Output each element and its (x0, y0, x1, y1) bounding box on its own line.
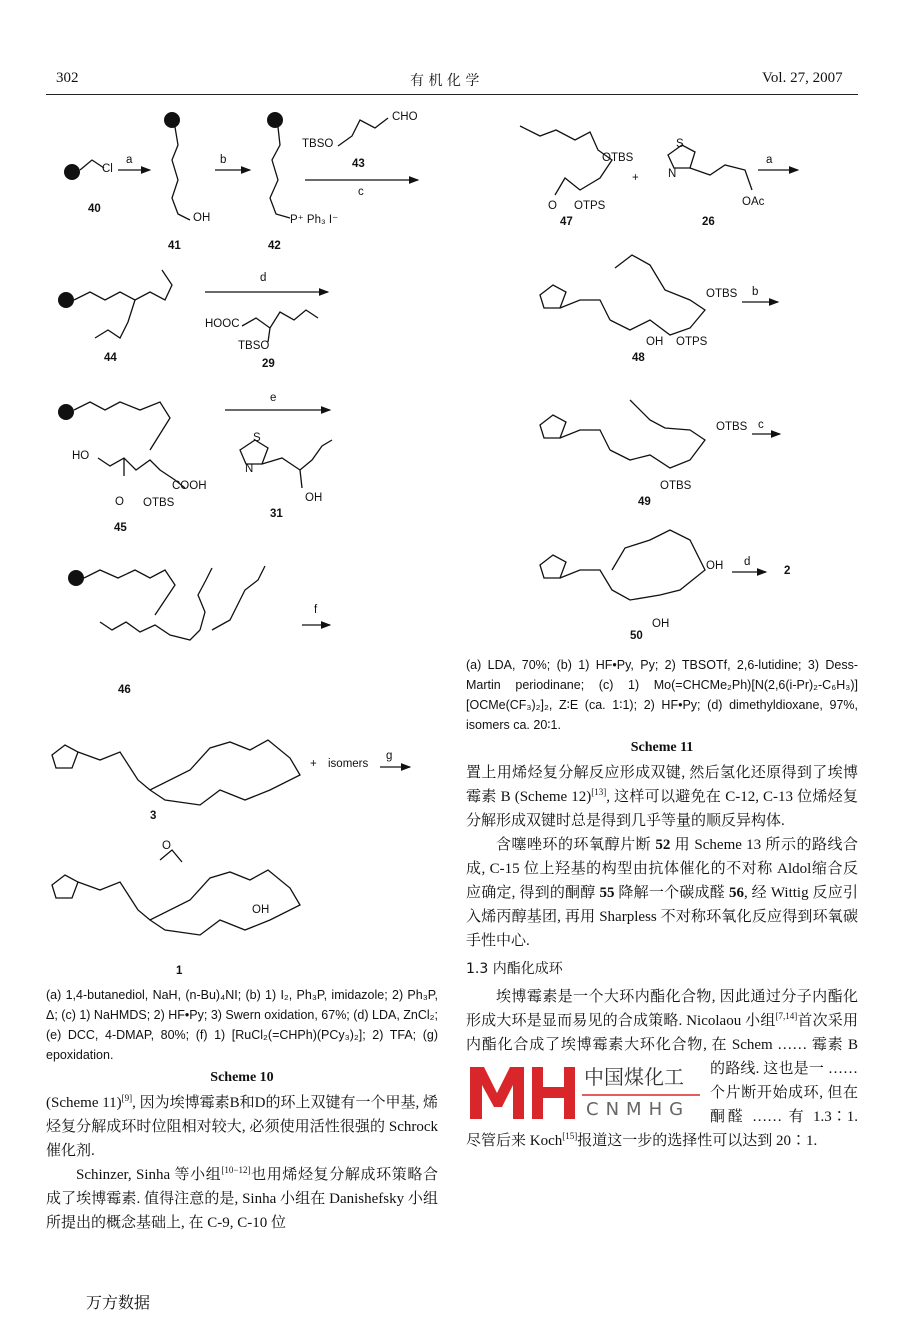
footer-source: 万方数据 (86, 1293, 151, 1312)
left-body-text (46, 1091, 438, 1235)
compound-number: 1 (176, 965, 183, 977)
chem-label: OTPS (574, 200, 606, 212)
scheme-11-title: Scheme 11 (630, 740, 694, 755)
compound-number: 40 (88, 203, 101, 215)
chem-label: TBSO (302, 138, 334, 150)
compound-number: 45 (114, 522, 127, 534)
chem-label: + (310, 758, 317, 770)
step-label: c (358, 186, 364, 198)
chem-label: S (676, 138, 684, 150)
citation: [10−12] (221, 1165, 251, 1175)
chem-label: + (632, 172, 639, 184)
paragraph: 置上用烯烃复分解反应形成双键, 然后氢化还原得到了埃博霉素 B (Scheme 12)[13], 这样可以避免在 C-12, C-13 位烯烃复分解形成双键时总是得到几乎等量的顺反异构体. (466, 765, 858, 829)
volume-info: Vol. 27, 2007 (762, 70, 843, 86)
citation: [7,14] (775, 1011, 798, 1021)
chem-label: OH (652, 618, 670, 630)
paragraph: (Scheme 11)[9], 因为埃博霉素B和D的环上双键有一个甲基, 烯烃复分解成环时位阻相对较大, 必须使用活性很强的 Schrock 催化剂. (46, 1093, 439, 1159)
step-label: a (766, 154, 773, 166)
step-label: b (220, 154, 227, 166)
chem-label: COOH (172, 480, 207, 492)
step-label: a (126, 154, 133, 166)
paragraph: 埃博霉素是一个大环内酯化合物, 因此通过分子内酯化形成大环是显而易见的合成策略. Nicolaou 小组[7,14]首次采用内酯化合成了埃博霉素大环化合物, 在 Schem 中国煤化工 CNMHG …… 霉素 B 的路线. 这也是一 …… 个片断开始成环, 但在酮醛 …… 有 1.3∶1. 尽管后来 Koch[15]报道这一步的选择性可以达到 20∶1. (466, 989, 859, 1149)
chem-label: CHO (392, 111, 418, 123)
chem-label: Cl (102, 163, 113, 175)
compound-number: 2 (784, 565, 791, 577)
compound-number: 46 (118, 684, 131, 696)
compound-number: 47 (560, 216, 573, 228)
citation: [9] (121, 1093, 133, 1103)
chem-label: OH (305, 492, 323, 504)
compound-number: 41 (168, 240, 181, 252)
watermark-logo (466, 1061, 702, 1125)
step-label: c (758, 419, 764, 431)
section-heading: 1.3 内酯化成环 (466, 961, 563, 977)
chem-label: OTBS (716, 421, 748, 433)
citation: [15] (562, 1131, 578, 1141)
compound-number: 49 (638, 496, 651, 508)
chem-label: TBSO (238, 340, 270, 352)
scheme-11-caption: (a) LDA, 70%; (b) 1) HF•Py, Py; 2) TBSOTf, 2,6-lutidine; 3) Dess-Martin periodinane; (c) 1) Mo(=CHCMe₂Ph)[N(2,6(i-Pr)₂-C₆H₃)][OCMe(CF₃)₂]₂, Z∶E (ca. 1∶1); 2) HF•Py; (d) dimethyldioxane, 97%, isomers ca. 20∶1. (466, 658, 858, 732)
chem-label: P⁺ Ph₃ I⁻ (290, 214, 339, 226)
step-label: d (744, 556, 751, 568)
compound-number: 42 (268, 240, 281, 252)
step-label: g (386, 750, 393, 762)
chem-label: OTBS (706, 288, 738, 300)
compound-number: 43 (352, 158, 365, 170)
chem-label: OTBS (602, 152, 634, 164)
chem-label: OH (193, 212, 211, 224)
left-column-bottom (46, 985, 438, 1235)
chem-label: HO (72, 450, 90, 462)
chem-label: isomers (328, 758, 369, 770)
right-column-bottom (466, 655, 858, 1153)
compound-number: 29 (262, 358, 275, 370)
chem-label: O (548, 200, 557, 212)
paragraph: Schinzer, Sinha 等小组[10−12]也用烯烃复分解成环策略合成了埃博霉素. 值得注意的是, Sinha 小组在 Danishefsky 小组所提出的概念基础上, 在 C-9, C-10 位 (46, 1165, 438, 1231)
step-label: f (314, 604, 318, 616)
compound-number: 3 (150, 810, 157, 822)
watermark-text-en: CNMHG (586, 1099, 691, 1120)
compound-number: 26 (702, 216, 715, 228)
citation: [13] (591, 787, 607, 797)
chem-label: N (245, 463, 254, 475)
chem-label: OH (706, 560, 724, 572)
chem-label: OTBS (660, 480, 692, 492)
scheme-10-title: Scheme 10 (210, 1070, 274, 1085)
chem-label: O (162, 840, 171, 852)
step-label: b (752, 286, 759, 298)
page-number: 302 (56, 70, 79, 86)
step-label: d (260, 272, 267, 284)
chem-label: O (115, 496, 124, 508)
chem-label: OAc (742, 196, 765, 208)
journal-title: 有 机 化 学 (410, 73, 480, 89)
chem-label: OTPS (676, 336, 708, 348)
step-label: e (270, 392, 277, 404)
chem-label: N (668, 168, 677, 180)
chem-label: OH (646, 336, 664, 348)
chem-label: HOOC (205, 318, 240, 330)
scheme-10-caption: (a) 1,4-butanediol, NaH, (n-Bu)₄NI; (b) 1) I₂, Ph₃P, imidazole; 2) Ph₃P, Δ; (c) 1) NaHMDS; 2) HF•Py; 3) Swern oxidation, 67%; (d) LDA, ZnCl₂; (e) DCC, 4-DMAP, 80%; (f) 1) [RuCl₂(=CHPh)(PCy₃)₂]; 2) TFA; (g) epoxidation. (46, 988, 438, 1062)
chem-label: OTBS (143, 497, 175, 509)
compound-number: 48 (632, 352, 645, 364)
compound-number: 44 (104, 352, 117, 364)
compound-number: 50 (630, 630, 643, 642)
watermark-text-cn: 中国煤化工 (584, 1065, 684, 1089)
chem-label: S (253, 432, 261, 444)
chem-label: OH (252, 904, 270, 916)
compound-number: 31 (270, 508, 283, 520)
paragraph: 含噻唑环的环氧醇片断 52 用 Scheme 13 所示的路线合成, C-15 位上羟基的构型由抗体催化的不对称 Aldol缩合反应确定, 得到的酮醇 55 降解一个碳成醛 56, 经 Wittig 反应引入烯丙醇基团, 再用 Sharpless 不对称环氧化反应得到环氧碳手性中心. (466, 837, 858, 949)
right-body-text (466, 761, 858, 1153)
